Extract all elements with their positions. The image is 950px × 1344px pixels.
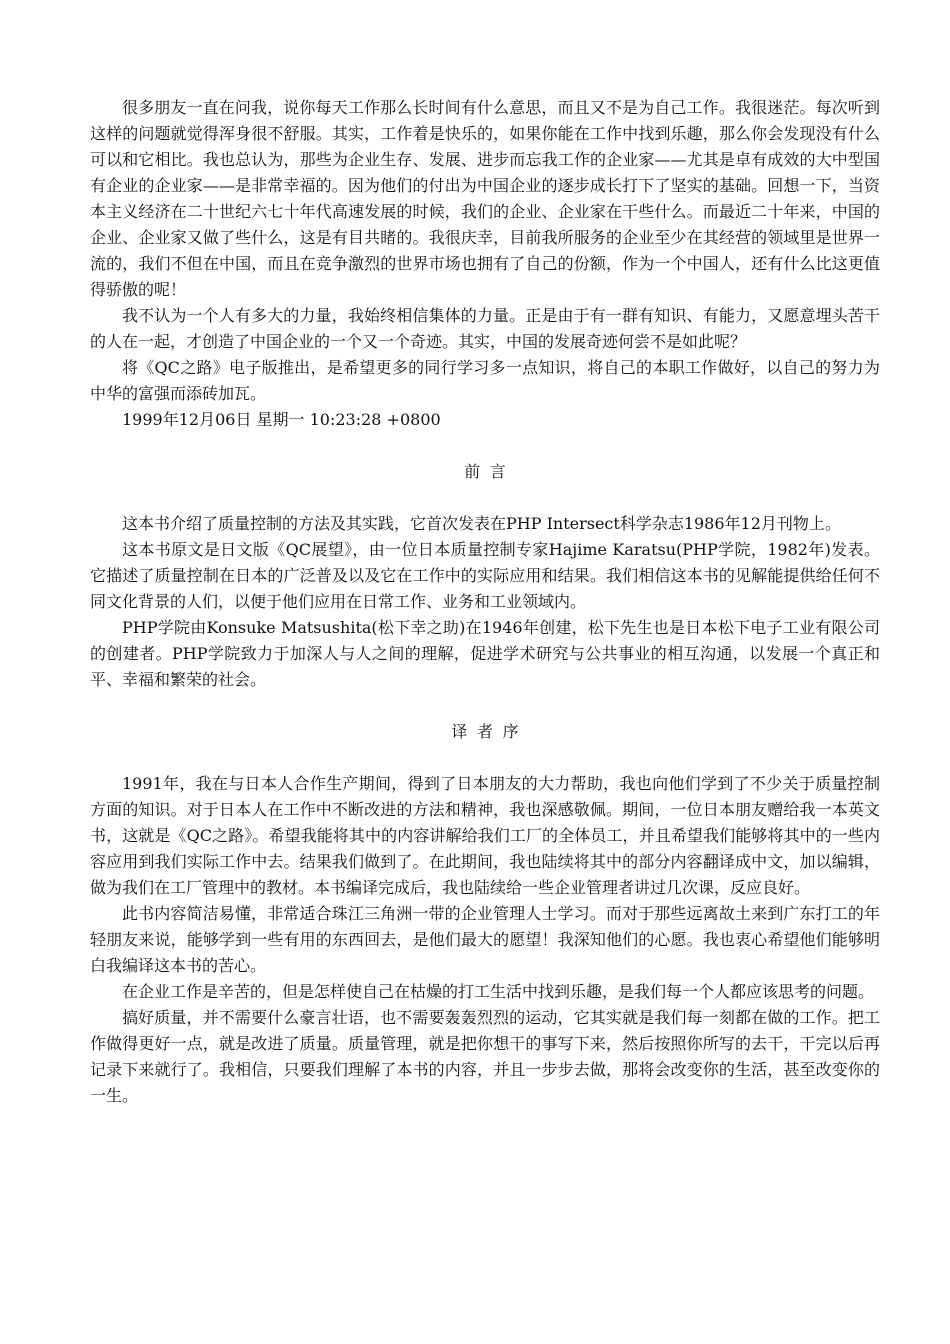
foreword-paragraph-1: 这本书介绍了质量控制的方法及其实践，它首次发表在PHP Intersect科学杂志1986年12月刊物上。 — [122, 514, 841, 533]
foreword-paragraph-3: PHP学院由Konsuke Matsushita(松下幸之助)在1946年创建，松下先生也是日本松下电子工业有限公司的创建者。PHP学院致力于加深人与人之间的理解，促进学术研究与公共事业的相互沟通，以发展一个真正和平、幸福和繁荣的社会。 — [90, 618, 880, 689]
intro-paragraph-1: 很多朋友一直在问我，说你每天工作那么长时间有什么意思，而且又不是为自己工作。我很迷茫。每次听到这样的问题就觉得浑身很不舒服。其实，工作着是快乐的，如果你能在工作中找到乐趣，那么你会发现没有什么可以和它相比。我也总认为，那些为企业生存、发展、进步而忘我工作的企业家——尤其是卓有成效的大中型国有企业的企业家——是非常幸福的。因为他们的付出为中国企业的逐步成长打下了坚实的基础。回想一下，当资本主义经济在二十世纪六七十年代高速发展的时候，我们的企业、企业家在干些什么。而最近二十年来，中国的企业、企业家又做了些什么，这是有目共睹的。我很庆幸，目前我所服务的企业至少在其经营的领域里是世界一流的，我们不但在中国，而且在竞争激烈的世界市场也拥有了自己的份额，作为一个中国人，还有什么比这更值得骄傲的呢！ — [90, 98, 880, 299]
foreword-section — [90, 459, 880, 693]
translator-preface-title: 译者序 — [451, 722, 529, 741]
translator-preface-section — [90, 719, 880, 1109]
translator-paragraph-1: 1991年，我在与日本人合作生产期间，得到了日本朋友的大力帮助，我也向他们学到了不少关于质量控制方面的知识。对于日本人在工作中不断改进的方法和精神，我也深感敬佩。期间，一位日本朋友赠给我一本英文书，这就是《QC之路》。希望我能将其中的内容讲解给我们工厂的全体员工，并且希望我们能够将其中的一些内容应用到我们实际工作中去。结果我们做到了。在此期间，我也陆续将其中的部分内容翻译成中文，加以编辑，做为我们在工厂管理中的教材。本书编译完成后，我也陆续给一些企业管理者讲过几次课，反应良好。 — [90, 774, 880, 897]
spacer — [90, 693, 880, 719]
translator-paragraph-2: 此书内容简洁易懂，非常适合珠江三角洲一带的企业管理人士学习。而对于那些远离故土来到广东打工的年轻朋友来说，能够学到一些有用的东西回去，是他们最大的愿望！我深知他们的心愿。我也衷心希望他们能够明白我编译这本书的苦心。 — [90, 904, 880, 975]
intro-timestamp: 1999年12月06日 星期一 10:23:28 +0800 — [122, 410, 441, 429]
intro-paragraph-2: 我不认为一个人有多大的力量，我始终相信集体的力量。正是由于有一群有知识、有能力，又愿意埋头苦干的人在一起，才创造了中国企业的一个又一个奇迹。其实，中国的发展奇迹何尝不是如此呢？ — [90, 306, 880, 351]
foreword-paragraph-2: 这本书原文是日文版《QC展望》，由一位日本质量控制专家Hajime Karatsu(PHP学院，1982年)发表。它描述了质量控制在日本的广泛普及以及它在工作中的实际应用和结果。我们相信这本书的见解能提供给任何不同文化背景的人们，以便于他们应用在日常工作、业务和工业领域内。 — [90, 540, 880, 611]
intro-section — [90, 95, 880, 433]
foreword-title: 前言 — [464, 462, 516, 481]
intro-paragraph-3: 将《QC之路》电子版推出，是希望更多的同行学习多一点知识，将自己的本职工作做好，以自己的努力为中华的富强而添砖加瓦。 — [90, 358, 880, 403]
translator-paragraph-4: 搞好质量，并不需要什么豪言壮语，也不需要轰轰烈烈的运动，它其实就是我们每一刻都在做的工作。把工作做得更好一点，就是改进了质量。质量管理，就是把你想干的事写下来，然后按照你所写的去干，干完以后再记录下来就行了。我相信，只要我们理解了本书的内容，并且一步步去做，那将会改变你的生活，甚至改变你的一生。 — [90, 1008, 880, 1105]
spacer — [90, 485, 880, 511]
translator-paragraph-3: 在企业工作是辛苦的，但是怎样使自己在枯燥的打工生活中找到乐趣，是我们每一个人都应该思考的问题。 — [122, 982, 875, 1001]
spacer — [90, 745, 880, 771]
spacer — [90, 433, 880, 459]
